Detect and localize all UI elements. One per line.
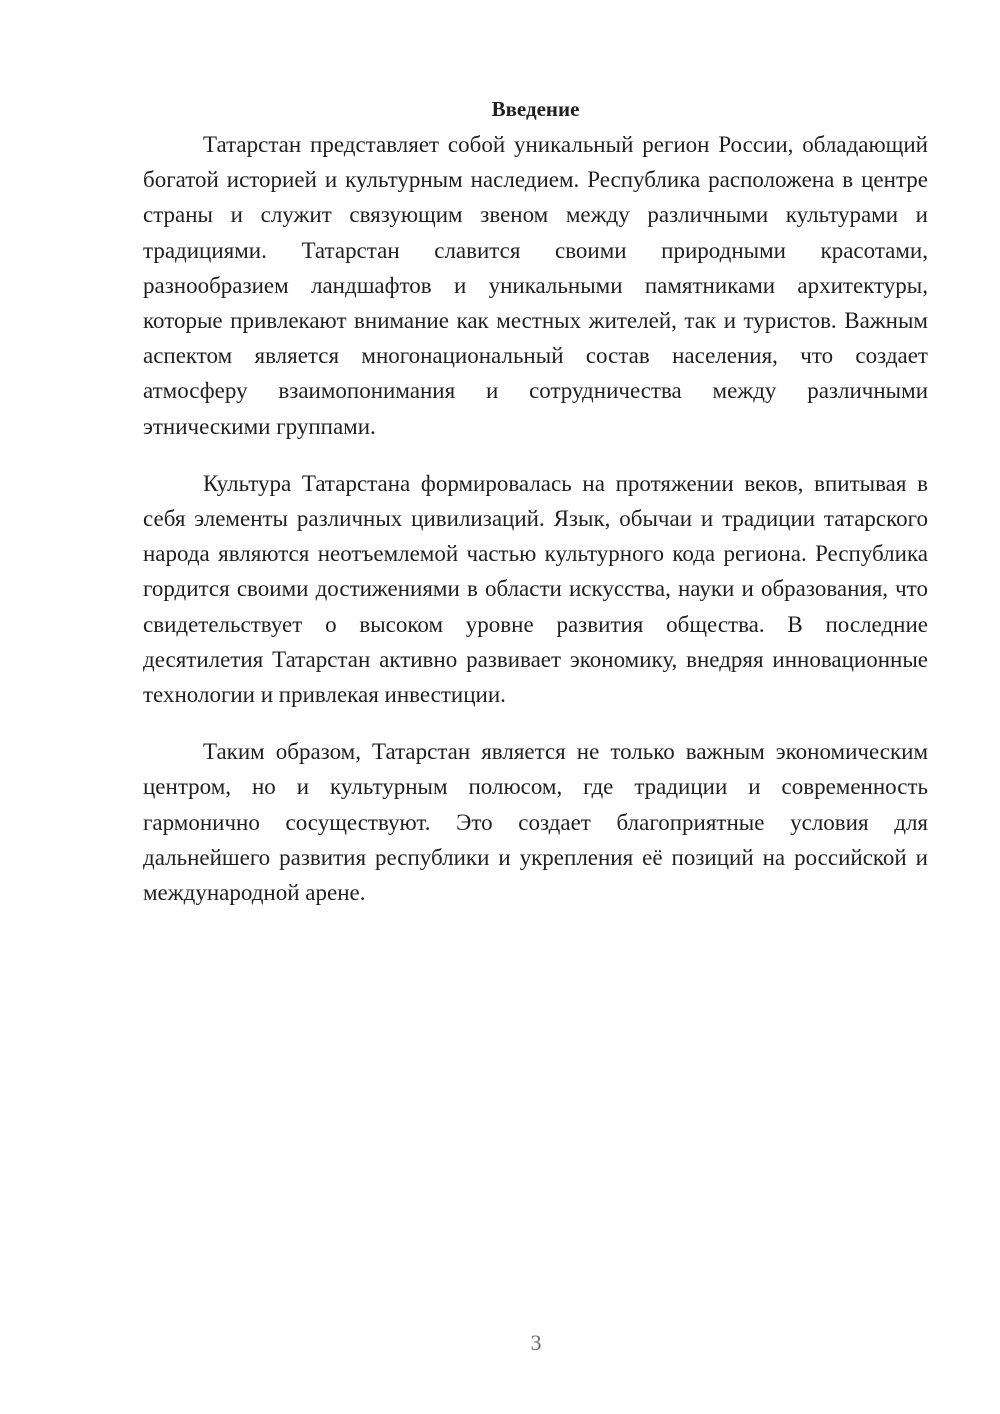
paragraph-1: Татарстан представляет собой уникальный регион России, обладающий богатой историей и культурным наследием. Республика расположена в центре страны и служит связующим звеном между различными культурами и традициями. Татарстан славится своими природными красотами, разнообразием ландшафтов и уникальными памятниками архитектуры, которые привлекают внимание как местных жителей, так и туристов. Важным аспектом является многонациональный состав населения, что создает атмосферу взаимопонимания и сотрудничества между различными этническими группами. [143,132,928,439]
page-content [143,92,928,932]
page-number: 3 [530,1330,542,1355]
section-heading: Введение [491,97,580,121]
paragraph-2: Культура Татарстана формировалась на протяжении веков, впитывая в себя элементы различных цивилизаций. Язык, обычаи и традиции татарского народа являются неотъемлемой частью культурного кода региона. Республика гордится своими достижениями в области искусства, науки и образования, что свидетельствует о высоком уровне развития общества. В последние десятилетия Татарстан активно развивает экономику, внедряя инновационные технологии и привлекая инвестиции. [143,470,928,708]
paragraph-3: Таким образом, Татарстан является не только важным экономическим центром, но и культурным полюсом, где традиции и современность гармонично сосуществуют. Это создает благоприятные условия для дальнейшего развития республики и укрепления её позиций на российской и международной арене. [143,739,928,906]
